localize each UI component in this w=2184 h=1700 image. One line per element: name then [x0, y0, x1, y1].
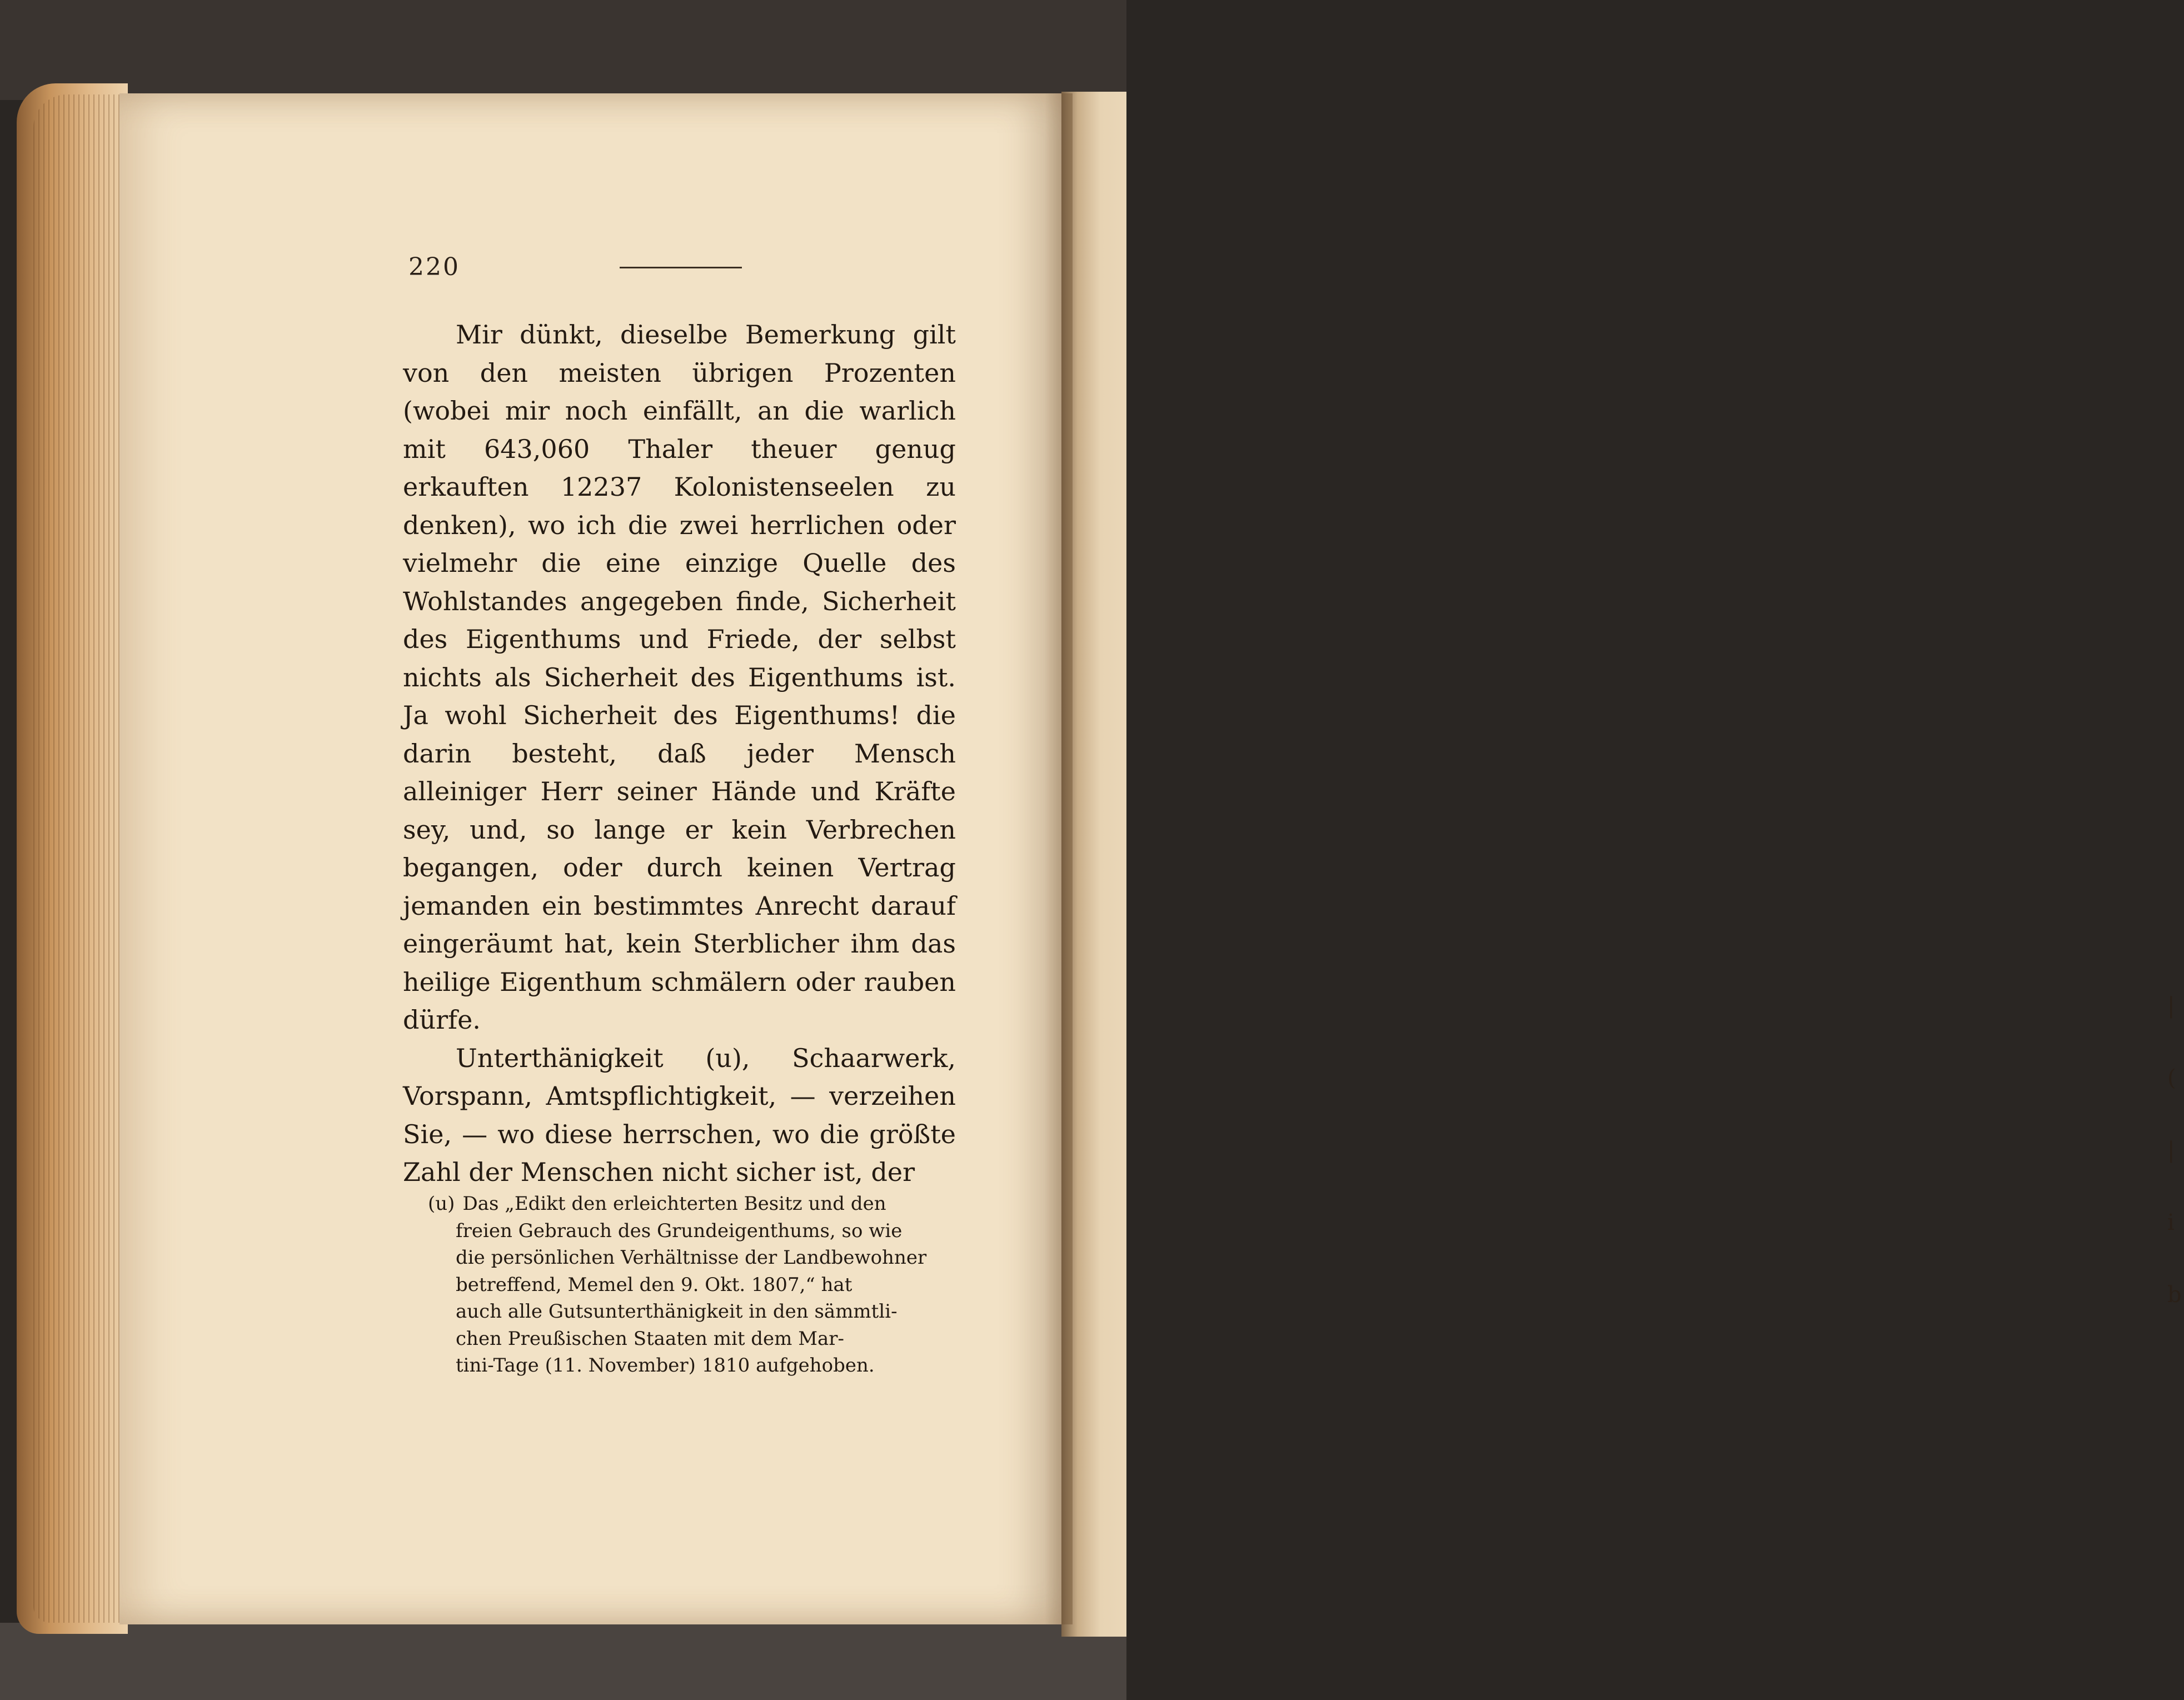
- facing-page-fragment: |: [2167, 993, 2175, 1019]
- paragraph: Mir dünkt, dieselbe Bemerkung gilt von den meisten übrigen Prozenten (wobei mir noch einfällt, an die warlich mit 643,060 Thaler theuer genug erkauften 12237 Kolonistenseelen zu denken), wo ich die zwei herrlichen oder vielmehr die eine einzige Quelle des Wohlstandes angegeben finde, Sicherheit des Eigenthums und Friede, der selbst nichts als Sicherheit des Eigenthums ist. Ja wohl Sicherheit des Eigenthums! die darin besteht, daß jeder Mensch alleiniger Herr seiner Hände und Kräfte sey, und, so lange er kein Verbrechen begangen, oder durch keinen Vertrag jemanden ein bestimmtes Anrecht darauf eingeräumt hat, kein Sterblicher ihm das heilige Eigenthum schmälern oder rauben dürfe.: [403, 320, 956, 1035]
- book-page-edge-lines: [33, 94, 122, 1623]
- footnote-line: betreffend, Memel den 9. Okt. 1807,“ hat: [456, 1273, 852, 1296]
- footnote-line: die persönlichen Verhältnisse der Landbewohner: [456, 1247, 927, 1269]
- running-head: [408, 253, 964, 286]
- body-text: [403, 316, 956, 1192]
- paragraph: Unterthänigkeit (u), Schaarwerk, Vorspann, Amtspflichtigkeit, — verzeihen Sie, — wo diese herrschen, wo die größte Zahl der Menschen nicht sicher ist, der: [403, 1043, 956, 1187]
- header-rule: [620, 267, 742, 268]
- footnote-line: tini-Tage (11. November) 1810 aufgehoben.: [456, 1354, 875, 1377]
- footnote-line: chen Preußischen Staaten mit dem Mar-: [456, 1327, 845, 1350]
- gutter-shadow: [1045, 93, 1073, 1624]
- footnote-line: [428, 1190, 948, 1218]
- facing-page-fragment: i: [2167, 1210, 2175, 1235]
- facing-page-fragment: |: [2167, 1138, 2175, 1163]
- page-number: 220: [408, 253, 460, 281]
- facing-page-fragment: b: [2167, 1282, 2182, 1308]
- footnote-mark: (u): [428, 1193, 455, 1215]
- facing-page-fragments: [2167, 970, 2184, 1331]
- background-bottom: [0, 1623, 1126, 1700]
- footnote-line: freien Gebrauch des Grundeigenthums, so wie: [456, 1219, 902, 1242]
- footnote: [428, 1190, 948, 1379]
- footnote-line: auch alle Gutsunterthänigkeit in den sämmtli-: [456, 1300, 897, 1323]
- background-top: [0, 0, 1126, 100]
- footnote-text: Das „Edikt den erleichterten Besitz und den: [462, 1193, 886, 1215]
- facing-page-fragment: (: [2167, 1065, 2176, 1091]
